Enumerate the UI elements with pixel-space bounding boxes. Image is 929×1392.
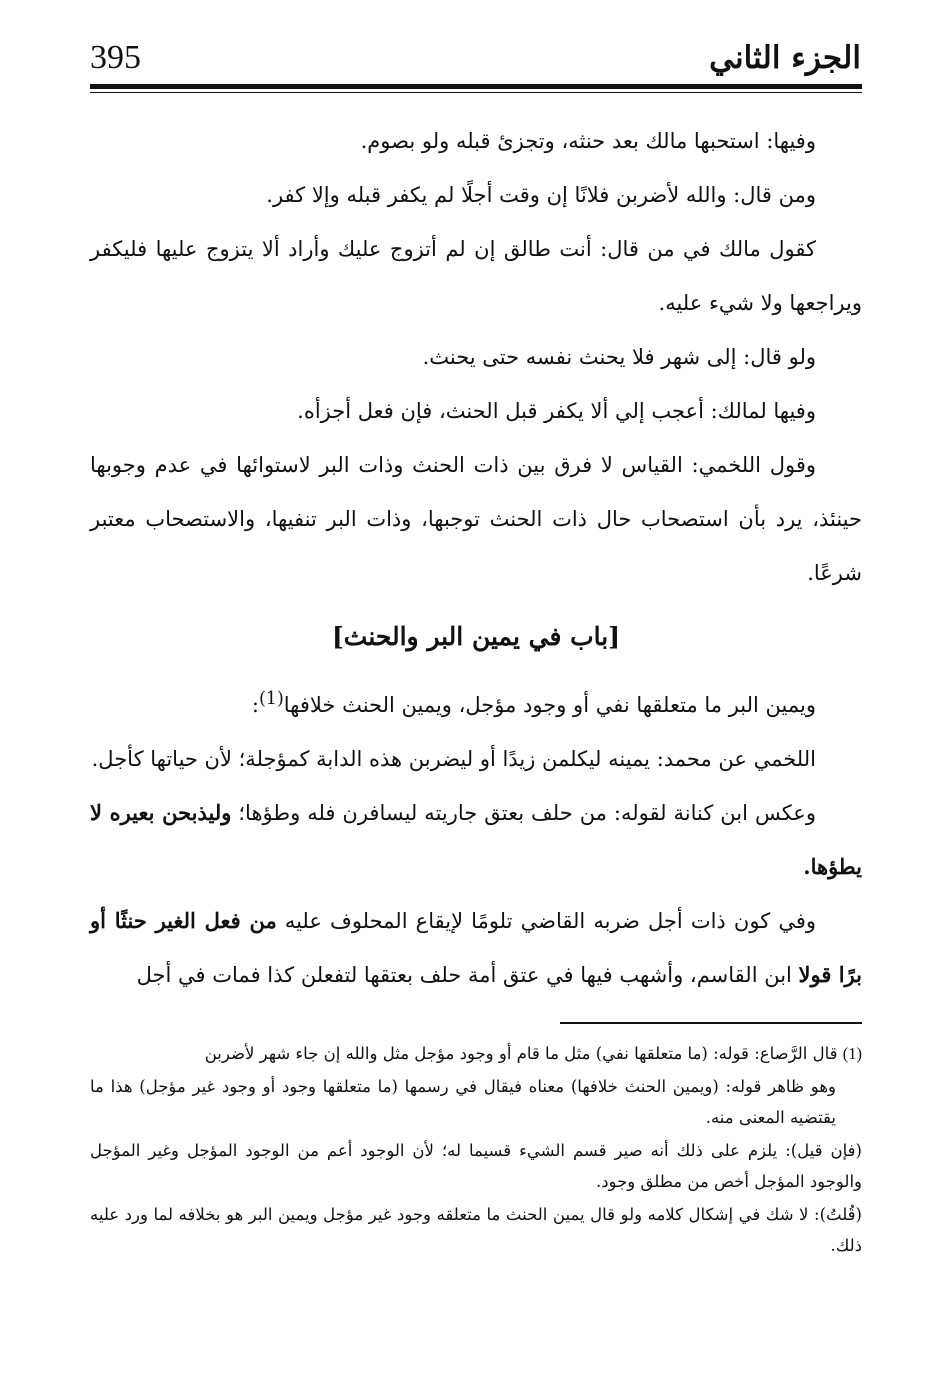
footnote-number: (1) xyxy=(842,1044,862,1063)
header-rule-thick xyxy=(90,84,862,89)
paragraph-text: ابن القاسم، وأشهب فيها في عتق أمة حلف بعتقها لتفعلن كذا فمات في أجل xyxy=(136,963,799,987)
running-title: الجزء الثاني xyxy=(709,40,861,76)
bold-text: من فعل الغير حنثًا أو برًا قولا xyxy=(90,908,862,987)
footnote xyxy=(90,1038,862,1069)
footnote-continuation: وهو ظاهر قوله: (ويمين الحنث خلافها) معناه فيقال في رسمها (ما متعلقها وجود أو وجود غير مؤجل) هذا ما يقتضيه المعنى منه. xyxy=(90,1077,836,1127)
main-text xyxy=(90,114,862,1002)
paragraph xyxy=(90,894,862,1002)
footnote-text: قال الرَّصاع: قوله: (ما متعلقها نفي) مثل ما قام أو وجود مؤجل مثل والله إن جاء شهر لأضربن xyxy=(204,1044,843,1063)
paragraph: وفيها: استحبها مالك بعد حنثه، وتجزئ قبله ولو بصوم. xyxy=(360,129,816,153)
footnote: (قُلتُ): لا شك في إشكال كلامه ولو قال يمين الحنث ما متعلقه وجود غير مؤجل ويمين البر هو بخلافه لما ورد عليه ذلك. xyxy=(90,1205,862,1255)
section-heading: [باب في يمين البر والحنث] xyxy=(331,622,621,651)
footnote: (فإن قيل): يلزم على ذلك أنه صير قسم الشيء قسيما له؛ لأن الوجود أعم من الوجود المؤجل وغير المؤجل والوجود المؤجل أخص من مطلق وجود. xyxy=(90,1141,862,1191)
paragraph-text: ويمين البر ما متعلقها نفي أو وجود مؤجل، ويمين الحنث خلافها xyxy=(283,693,816,717)
bold-text: وليذبحن بعيره لا يطؤها. xyxy=(90,800,862,879)
paragraph: وفيها لمالك: أعجب إلي ألا يكفر قبل الحنث، فإن فعل أجزأه. xyxy=(297,399,816,423)
page-number: 395 xyxy=(90,39,141,76)
paragraph: ومن قال: والله لأضربن فلانًا إن وقت أجلًا لم يكفر قبله وإلا كفر. xyxy=(266,183,816,207)
footnotes xyxy=(90,1038,862,1263)
paragraph-text: وفي كون ذات أجل ضربه القاضي تلومًا لإيقاع المحلوف عليه xyxy=(276,909,817,933)
paragraph: كقول مالك في من قال: أنت طالق إن لم أتزوج عليك وأراد ألا يتزوج عليها فليكفر ويراجعها ولا شيء عليه. xyxy=(90,237,862,315)
paragraph: ولو قال: إلى شهر فلا يحنث نفسه حتى يحنث. xyxy=(422,345,816,369)
paragraph: وقول اللخمي: القياس لا فرق بين ذات الحنث وذات البر لاستوائها في عدم وجوبها حينئذ، يرد بأن استصحاب حال ذات الحنث توجبها، وذات البر تنفيها، والاستصحاب معتبر شرعًا. xyxy=(90,453,862,585)
paragraph xyxy=(90,672,862,732)
paragraph-punct: : xyxy=(251,693,259,717)
footnote-ref: (1) xyxy=(258,689,284,709)
paragraph: اللخمي عن محمد: يمينه ليكلمن زيدًا أو ليضربن هذه الدابة كمؤجلة؛ لأن حياتها كأجل. xyxy=(91,747,816,771)
paragraph xyxy=(90,786,862,894)
footnote-separator xyxy=(560,1022,862,1024)
header-rule-thin xyxy=(90,92,862,93)
paragraph-text: وعكس ابن كنانة لقوله: من حلف بعتق جاريته ليسافرن فله وطؤها؛ xyxy=(231,801,816,825)
